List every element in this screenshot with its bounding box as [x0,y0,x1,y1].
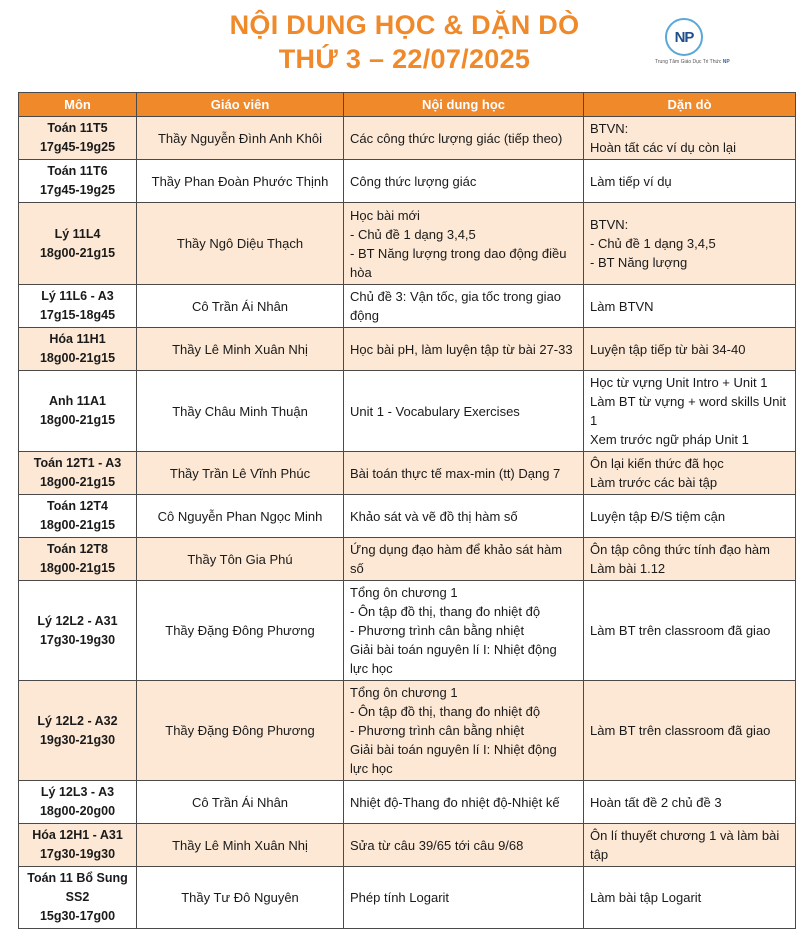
cell-dan-do-line: Luyện tập tiếp từ bài 34-40 [590,341,746,357]
page-header [0,0,809,90]
cell-noi-dung [344,824,584,867]
page-title: NỘI DUNG HỌC & DẶN DÒ [229,10,580,40]
logo-caption-brand: NP [722,59,730,65]
cell-giao-vien: Thầy Trần Lê Vĩnh Phúc [137,452,344,495]
cell-dan-do-line: - Chủ đề 1 dạng 3,4,5 [590,236,716,251]
cell-giao-vien: Cô Trần Ái Nhân [137,781,344,824]
cell-dan-do [584,328,796,371]
cell-mon-line: Toán 12T1 - A3 [33,456,122,470]
cell-mon [19,581,137,681]
cell-giao-vien: Thầy Ngô Diệu Thạch [137,203,344,285]
cell-dan-do [584,117,796,160]
logo-mark: NP [665,18,703,56]
cell-mon-line: Lý 12L2 - A32 [37,713,118,728]
cell-noi-dung-line: - Phương trình cân bằng nhiệt [350,723,525,738]
cell-mon [19,160,137,203]
header-dan-do: Dặn dò [584,93,796,117]
cell-noi-dung [344,681,584,781]
table-row [19,203,796,285]
cell-noi-dung-line: - Chủ đề 1 dạng 3,4,5 [350,226,476,242]
cell-noi-dung [344,452,584,495]
cell-dan-do-line: Làm trước các bài tập [590,475,718,490]
cell-mon-line: Anh 11A1 [49,394,106,408]
cell-noi-dung-line: Giải bài toán nguyên lí I: Nhiệt động lực học [350,742,557,776]
cell-mon-line: 17g45-19g25 [39,140,116,154]
cell-giao-vien: Thầy Tôn Gia Phú [137,538,344,581]
table-row [19,328,796,371]
table-row [19,824,796,867]
cell-dan-do [584,781,796,824]
cell-mon [19,285,137,328]
header-noi-dung: Nội dung học [344,93,584,117]
cell-giao-vien: Thầy Tư Đô Nguyên [137,867,344,929]
logo-caption [655,59,730,65]
cell-dan-do [584,867,796,929]
cell-noi-dung-line: Phép tính Logarit [350,890,450,905]
cell-mon-line: Lý 12L3 - A3 [40,785,115,799]
cell-dan-do [584,824,796,867]
cell-mon-line: 17g30-19g30 [39,847,116,861]
cell-mon-line: 18g00-21g15 [39,245,116,260]
cell-dan-do-line: Ôn tập công thức tính đạo hàm [590,542,770,557]
table-row [19,285,796,328]
cell-noi-dung [344,495,584,538]
cell-mon-line: 17g30-19g30 [39,632,116,647]
cell-noi-dung-line: Bài toán thực tế max-min (tt) Dạng 7 [350,465,561,481]
cell-noi-dung [344,581,584,681]
cell-noi-dung-line: Ứng dụng đạo hàm để khảo sát hàm số [350,542,563,576]
cell-mon-line: 18g00-21g15 [39,518,116,532]
cell-noi-dung-line: Giải bài toán nguyên lí I: Nhiệt động lực học [350,642,557,676]
header-giao-vien: Giáo viên [137,93,344,117]
cell-mon-line: Hóa 11H1 [49,332,106,346]
table-row [19,581,796,681]
cell-dan-do-line: BTVN: [590,121,629,136]
cell-dan-do [584,160,796,203]
cell-giao-vien: Thầy Lê Minh Xuân Nhị [137,328,344,371]
cell-mon-line: 18g00-21g15 [39,475,116,489]
cell-dan-do [584,581,796,681]
cell-noi-dung-line: Khảo sát và vẽ đồ thị hàm số [350,508,518,524]
cell-noi-dung-line: Tổng ôn chương 1 [350,685,458,700]
cell-mon [19,328,137,371]
cell-mon-line: 18g00-21g15 [39,561,116,575]
table-row [19,495,796,538]
cell-giao-vien: Thầy Nguyễn Đình Anh Khôi [137,117,344,160]
cell-dan-do-line: Học từ vựng Unit Intro + Unit 1 [590,375,768,390]
table-row [19,867,796,929]
cell-dan-do [584,681,796,781]
cell-noi-dung-line: Công thức lượng giác [350,173,477,189]
cell-dan-do-line: Làm BT từ vựng + word skills Unit 1 [590,394,786,428]
cell-noi-dung-line: - Ôn tập đồ thị, thang đo nhiệt độ [350,604,541,619]
header-mon: Môn [19,93,137,117]
cell-noi-dung-line: - Ôn tập đồ thị, thang đo nhiệt độ [350,704,541,719]
cell-dan-do-line: Làm bài tập Logarit [590,890,702,905]
cell-dan-do [584,203,796,285]
cell-dan-do [584,371,796,452]
cell-mon-line: Toán 11 Bổ Sung [27,871,128,885]
cell-mon [19,824,137,867]
cell-giao-vien: Thầy Lê Minh Xuân Nhị [137,824,344,867]
cell-mon-line: Toán 12T4 [47,499,108,513]
cell-mon-line: Toán 11T6 [47,164,108,178]
table-row [19,117,796,160]
cell-noi-dung-line: Unit 1 - Vocabulary Exercises [350,403,520,419]
cell-giao-vien: Cô Trần Ái Nhân [137,285,344,328]
cell-mon [19,867,137,929]
cell-noi-dung [344,117,584,160]
cell-mon [19,538,137,581]
cell-noi-dung-line: Chủ đề 3: Vận tốc, gia tốc trong giao động [350,289,562,323]
cell-noi-dung-line: Sửa từ câu 39/65 tới câu 9/68 [350,837,524,853]
cell-mon [19,452,137,495]
table-row [19,160,796,203]
cell-noi-dung-line: Các công thức lượng giác (tiếp theo) [350,130,563,146]
cell-mon-line: 18g00-21g15 [39,351,116,365]
cell-giao-vien: Thầy Đặng Đông Phương [137,581,344,681]
cell-noi-dung-line: - Phương trình cân bằng nhiệt [350,623,525,638]
table-header-row [19,93,796,117]
cell-mon-line: SS2 [65,890,90,904]
cell-dan-do-line: Ôn lại kiến thức đã học [590,456,724,471]
cell-giao-vien: Cô Nguyễn Phan Ngọc Minh [137,495,344,538]
table-row [19,781,796,824]
schedule-table [18,92,796,929]
cell-noi-dung [344,203,584,285]
cell-mon-line: Lý 12L2 - A31 [37,613,118,628]
cell-mon-line: 19g30-21g30 [39,732,116,747]
cell-mon-line: Lý 11L6 - A3 [41,289,114,303]
cell-dan-do-line: Hoàn tất các ví dụ còn lại [590,140,736,155]
cell-noi-dung-line: Học bài pH, làm luyện tập từ bài 27-33 [350,341,573,357]
cell-dan-do-line: Làm bài 1.12 [590,561,666,576]
table-row [19,538,796,581]
cell-mon [19,117,137,160]
cell-mon-line: 15g30-17g00 [39,909,116,923]
cell-dan-do-line: Hoàn tất đề 2 chủ đề 3 [590,794,722,810]
cell-mon [19,495,137,538]
cell-dan-do-line: Ôn lí thuyết chương 1 và làm bài tập [590,828,780,862]
cell-mon-line: 17g45-19g25 [39,183,116,197]
cell-dan-do [584,285,796,328]
cell-noi-dung [344,781,584,824]
cell-dan-do-line: Làm BT trên classroom đã giao [590,623,771,638]
cell-mon-line: 18g00-20g00 [39,804,116,818]
logo-caption-text: Trung Tâm Giáo Dục Tri Thức [655,59,722,65]
table-row [19,371,796,452]
cell-mon-line: 17g15-18g45 [39,308,116,322]
cell-mon-line: 18g00-21g15 [39,413,116,427]
cell-giao-vien: Thầy Phan Đoàn Phước Thịnh [137,160,344,203]
cell-dan-do-line: - BT Năng lượng [590,255,688,270]
cell-dan-do-line: BTVN: [590,217,629,232]
cell-noi-dung [344,160,584,203]
cell-noi-dung [344,328,584,371]
cell-dan-do [584,452,796,495]
cell-noi-dung [344,867,584,929]
cell-mon [19,371,137,452]
cell-dan-do-line: Xem trước ngữ pháp Unit 1 [590,432,749,447]
cell-mon-line: Toán 11T5 [47,121,108,135]
cell-noi-dung-line: - BT Năng lượng trong dao động điều hòa [350,245,567,280]
cell-giao-vien: Thầy Châu Minh Thuận [137,371,344,452]
cell-noi-dung-line: Tổng ôn chương 1 [350,585,458,600]
cell-noi-dung-line: Nhiệt độ-Thang đo nhiệt độ-Nhiệt kế [350,794,560,810]
cell-mon-line: Lý 11L4 [54,226,101,241]
cell-noi-dung [344,371,584,452]
table-row [19,681,796,781]
cell-mon [19,203,137,285]
cell-dan-do-line: Luyện tập Đ/S tiệm cận [590,508,726,524]
cell-noi-dung [344,285,584,328]
cell-mon-line: Hóa 12H1 - A31 [32,828,123,842]
center-logo [655,18,730,72]
cell-dan-do-line: Làm BT trên classroom đã giao [590,723,771,738]
cell-noi-dung [344,538,584,581]
cell-dan-do-line: Làm tiếp ví dụ [590,173,672,189]
cell-dan-do [584,495,796,538]
cell-noi-dung-line: Học bài mới [350,207,420,223]
cell-mon-line: Toán 12T8 [47,542,108,556]
cell-mon [19,681,137,781]
page-date: THỨ 3 – 22/07/2025 [278,44,531,74]
table-row [19,452,796,495]
cell-giao-vien: Thầy Đặng Đông Phương [137,681,344,781]
cell-mon [19,781,137,824]
cell-dan-do-line: Làm BTVN [590,298,654,314]
cell-dan-do [584,538,796,581]
